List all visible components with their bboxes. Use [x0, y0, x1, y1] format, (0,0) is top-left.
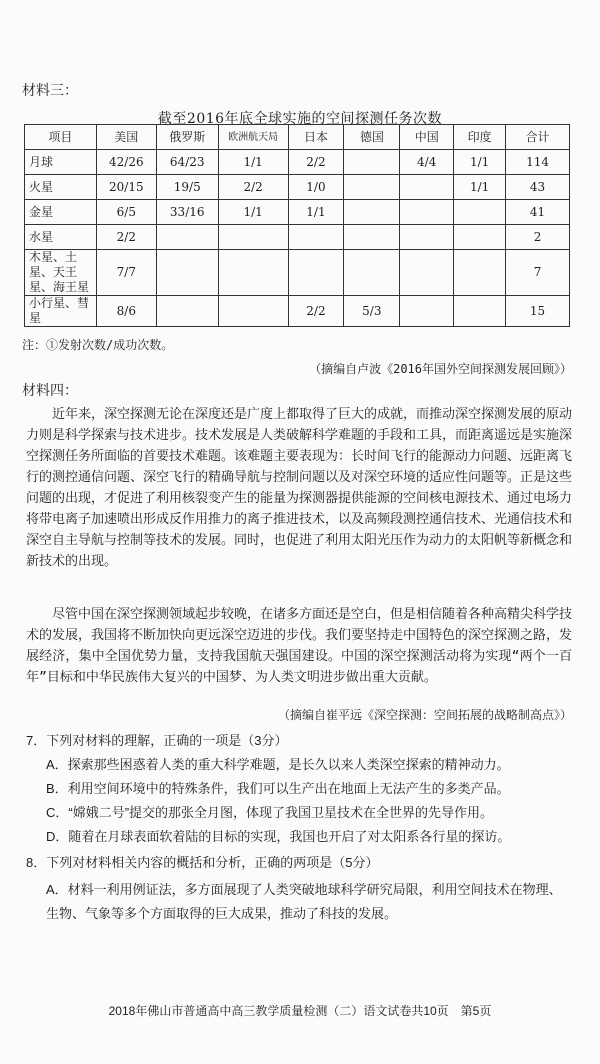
table-cell [288, 250, 344, 296]
table-cell: 6/5 [96, 200, 156, 225]
table-cell: 2/2 [288, 296, 344, 327]
table-cell: 金星 [25, 200, 97, 225]
table-cell: 2/2 [218, 175, 288, 200]
table-cell [400, 175, 454, 200]
table-cell: 木星、土星、天王星、海王星 [25, 250, 97, 296]
table-cell: 1/0 [288, 175, 344, 200]
table-cell: 小行星、彗星 [25, 296, 97, 327]
table-cell: 41 [506, 200, 570, 225]
table-row [25, 150, 570, 175]
question-7-stem: 7．下列对材料的理解，正确的一项是（3分） [26, 733, 288, 748]
table-cell: 19/5 [156, 175, 218, 200]
table-cell: 1/1 [218, 150, 288, 175]
table-cell: 5/3 [344, 296, 400, 327]
table-cell: 15 [506, 296, 570, 327]
table-cell: 33/16 [156, 200, 218, 225]
table-cell [454, 225, 506, 250]
table-cell [288, 225, 344, 250]
header-cell: 俄罗斯 [156, 125, 218, 150]
table-cell: 43 [506, 175, 570, 200]
question-8-option-a: A．材料一利用例证法，多方面展现了人类突破地球科学研究局限，利用空间技术在物理、生物、气象等多个方面取得的巨大成果，推动了科技的发展。 [46, 882, 562, 921]
table-row [25, 296, 570, 327]
table-cell [344, 250, 400, 296]
table-caption: 截至2016年底全球实施的空间探测任务次数 [157, 111, 443, 127]
question-8-stem: 8．下列对材料相关内容的概括和分析，正确的两项是（5分） [26, 855, 379, 870]
table-cell: 1/1 [454, 150, 506, 175]
material4-paragraph-2: 尽管中国在深空探测领域起步较晚，在诸多方面还是空白，但是相信随着各种高精尖科学技术的发展，我国将不断加快向更远深空迈进的步伐。我们要坚持走中国特色的深空探测之路，发展经济，集中全国优势力量，支持我国航天强国建设。中国的深空探测活动将为实现“两个一百年”目标和中华民族伟大复兴的中国梦、为人类文明进步做出重大贡献。 [26, 607, 573, 685]
table-header-row [25, 125, 570, 150]
table-cell: 2/2 [288, 150, 344, 175]
table-row [25, 175, 570, 200]
header-cell: 日本 [288, 125, 344, 150]
space-mission-table [24, 124, 570, 327]
table-cell [344, 175, 400, 200]
header-cell: 德国 [344, 125, 400, 150]
table-cell [218, 225, 288, 250]
table-cell: 月球 [25, 150, 97, 175]
material4-paragraph-1: 近年来，深空探测无论在深度还是广度上都取得了巨大的成就，而推动深空探测发展的原动力则是科学探索与技术进步。技术发展是人类破解科学难题的手段和工具，而距离遥远是实施深空探测任务所面临的首要技术难题。该难题主要表现为：长时间飞行的能源动力问题、远距离飞行的测控通信问题、深空飞行的精确导航与控制问题以及对深空环境的适应性问题等。正是这些问题的出现，才促进了利用核裂变产生的能量为探测器提供能源的空间核电源技术、通过电场力将带电离子加速喷出形成反作用推力的离子推进技术，以及高频段测控通信技术、光通信技术和深空自主导航与控制等技术的发展。同时，也促进了利用太阳光压作为动力的太阳帆等新概念和新技术的出现。 [26, 407, 573, 569]
table-cell: 7/7 [96, 250, 156, 296]
table-cell [218, 250, 288, 296]
table-row [25, 200, 570, 225]
table-cell: 火星 [25, 175, 97, 200]
header-cell: 中国 [400, 125, 454, 150]
material3-source: （摘编自卢波《2016年国外空间探测发展回顾》） [309, 362, 572, 376]
table-cell: 4/4 [400, 150, 454, 175]
table-cell [454, 200, 506, 225]
header-cell: 美国 [96, 125, 156, 150]
material4-title: 材料四： [22, 383, 78, 399]
question-7-option-c: C．“嫦娥二号”提交的那张全月图，体现了我国卫星技术在全世界的先导作用。 [46, 805, 494, 820]
page-footer: 2018年佛山市普通高中高三教学质量检测（二）语文试卷共10页 第5页 [108, 1004, 492, 1018]
table-cell [156, 250, 218, 296]
question-7-option-d: D．随着在月球表面软着陆的目标的实现，我国也开启了对太阳系各行星的探访。 [46, 829, 511, 844]
material3-title: 材料三： [22, 83, 78, 99]
table-cell [156, 296, 218, 327]
table-cell: 20/15 [96, 175, 156, 200]
table-row [25, 225, 570, 250]
question-7-option-b: B．利用空间环境中的特殊条件，我们可以生产出在地面上无法产生的多类产品。 [46, 781, 510, 796]
table-note: 注：①发射次数/成功次数。 [22, 338, 174, 352]
table-cell: 42/26 [96, 150, 156, 175]
table-cell [344, 225, 400, 250]
table-cell [156, 225, 218, 250]
table-cell: 114 [506, 150, 570, 175]
table-cell [454, 250, 506, 296]
material4-source: （摘编自崔平远《深空探测：空间拓展的战略制高点》） [277, 708, 572, 722]
table-cell [400, 225, 454, 250]
table-cell: 64/23 [156, 150, 218, 175]
table-cell: 1/1 [454, 175, 506, 200]
table-cell [400, 200, 454, 225]
table-cell [454, 296, 506, 327]
table-cell [344, 200, 400, 225]
table-cell: 2 [506, 225, 570, 250]
table-cell: 1/1 [288, 200, 344, 225]
header-cell: 项目 [25, 125, 97, 150]
table-cell [400, 250, 454, 296]
table-cell [400, 296, 454, 327]
table-cell: 8/6 [96, 296, 156, 327]
header-cell: 欧洲航天局 [218, 125, 288, 150]
table-cell: 水星 [25, 225, 97, 250]
table-cell: 7 [506, 250, 570, 296]
header-cell: 印度 [454, 125, 506, 150]
table-cell [344, 150, 400, 175]
table-cell [218, 296, 288, 327]
question-7-option-a: A．探索那些困惑着人类的重大科学难题，是长久以来人类深空探索的精神动力。 [46, 757, 510, 772]
table-cell: 1/1 [218, 200, 288, 225]
table-row [25, 250, 570, 296]
table-cell: 2/2 [96, 225, 156, 250]
header-cell: 合计 [506, 125, 570, 150]
